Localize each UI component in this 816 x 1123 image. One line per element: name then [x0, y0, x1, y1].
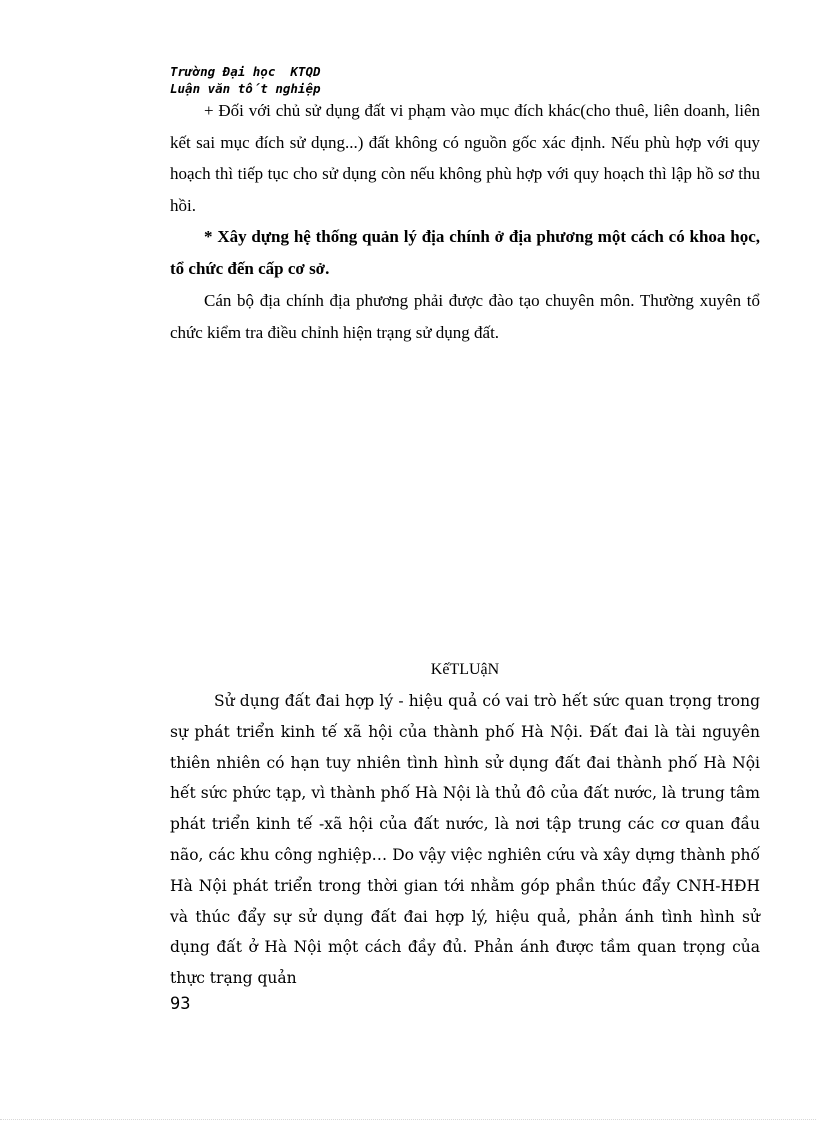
page-number: 93 — [170, 994, 191, 1014]
header-school: Trường Đại học KTQD — [170, 64, 321, 79]
bottom-divider — [0, 1119, 816, 1120]
header-thesis: Luận văn tốt nghiệp — [170, 81, 321, 96]
conclusion-paragraph: Sử dụng đất đai hợp lý - hiệu quả có vai trò hết sức quan trọng trong sự phát triển kinh tế xã hội của thành phố Hà Nội. Đất đai là tài nguyên thiên nhiên có hạn tuy nhiên tình hình sử dụng đất đai thành phố Hà Nội hết sức phức tạp, vì thành phố Hà Nội là thủ đô của đất nước, là trung tâm phát triển kinh tế -xã hội của đất nước, là nơi tập trung các cơ quan đầu não, các khu công nghiệp… Do vậy việc nghiên cứu và xây dựng thành phố Hà Nội phát triển trong thời gian tới nhằm góp phần thúc đẩy CNH-HĐH và thúc đẩy sự sử dụng đất đai hợp lý, hiệu quả, phản ánh tình hình sử dụng đất ở Hà Nội một cách đầy đủ. Phản ánh được tầm quan trọng của thực trạng quản — [170, 692, 760, 988]
paragraph-staff-training: Cán bộ địa chính địa phương phải được đào tạo chuyên môn. Thường xuyên tổ chức kiểm tra điều chỉnh hiện trạng sử dụng đất. — [170, 291, 760, 342]
conclusion-title: KếTLUậN — [430, 661, 500, 678]
section-heading: * Xây dựng hệ thống quản lý địa chính ở địa phương một cách có khoa học, tổ chức đến cấp cơ sở. — [170, 227, 760, 278]
paragraph-violation: + Đối với chủ sử dụng đất vi phạm vào mục đích khác(cho thuê, liên doanh, liên kết sai mục đích sử dụng...) đất không có nguồn gốc xác định. Nếu phù hợp với quy hoạch thì tiếp tục cho sử dụng còn nếu không phù hợp với quy hoạch thì lập hồ sơ thu hồi. — [170, 101, 760, 215]
